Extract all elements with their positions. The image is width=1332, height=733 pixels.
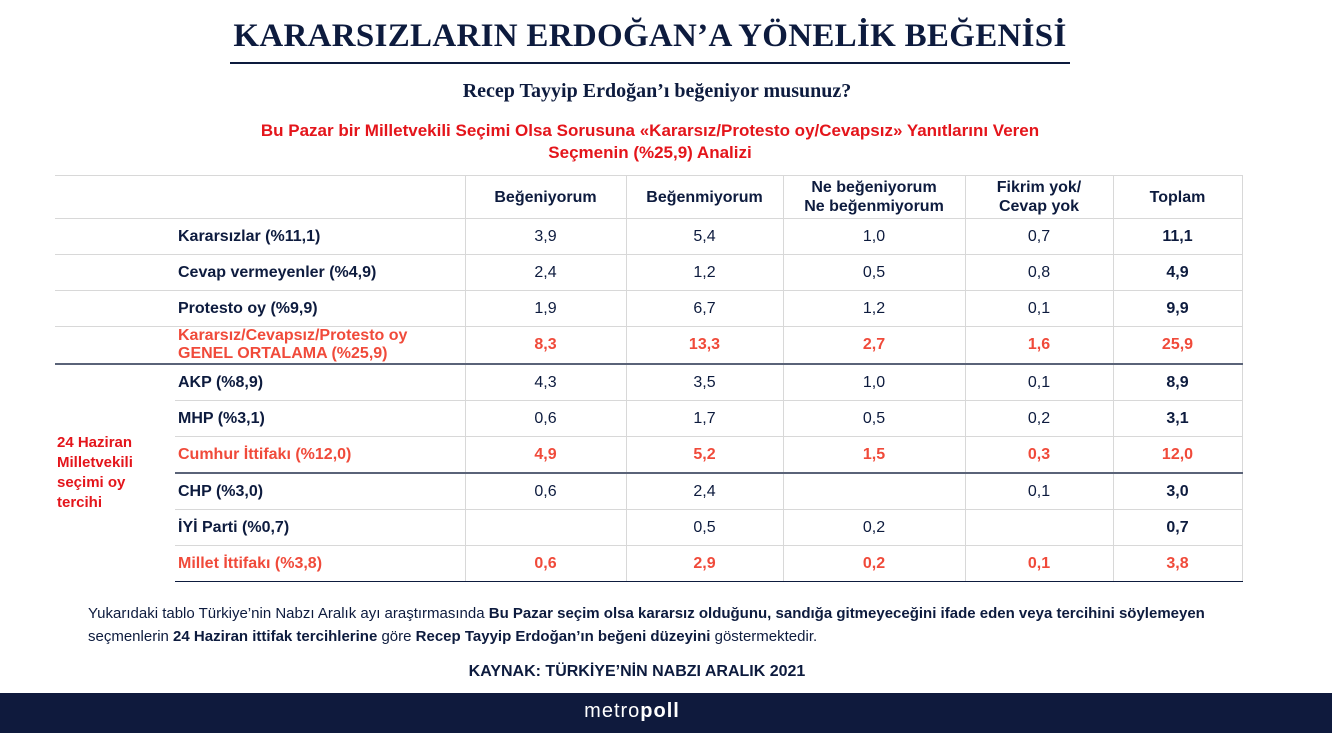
cell-value: 3,9 [465, 219, 626, 255]
cell-value: 1,0 [783, 219, 965, 255]
row-label: Protesto oy (%9,9) [175, 291, 465, 327]
cell-value: 1,2 [783, 291, 965, 327]
table-row [55, 255, 1242, 291]
cell-value: 0,8 [965, 255, 1113, 291]
note-bold: Recep Tayyip Erdoğan’ın beğeni düzeyini [415, 628, 711, 645]
group-label-cell [55, 364, 175, 582]
header-begenmiyorum: Beğenmiyorum [626, 176, 783, 219]
table-row [55, 219, 1242, 255]
cell-total: 12,0 [1113, 437, 1242, 474]
group-label-line: seçimi oy [57, 474, 126, 492]
cell-value: 0,1 [965, 364, 1113, 401]
row-label: Cevap vermeyenler (%4,9) [175, 255, 465, 291]
source-line: KAYNAK: TÜRKİYE’NİN NABZI ARALIK 2021 [468, 663, 806, 680]
explanatory-note [88, 602, 1238, 648]
row-label: MHP (%3,1) [175, 401, 465, 437]
cell-total: 0,7 [1113, 510, 1242, 546]
brand-text-part1: metro [584, 700, 641, 722]
cell-value: 0,6 [465, 473, 626, 510]
row-label: Kararsızlar (%11,1) [175, 219, 465, 255]
title-underline [230, 62, 1070, 64]
cell-value: 0,6 [465, 546, 626, 582]
group-label-line: 24 Haziran [57, 434, 133, 452]
header-fikrim-yok-line2: Cevap yok [998, 198, 1080, 215]
cell-total: 11,1 [1113, 219, 1242, 255]
cell-value: 0,5 [783, 401, 965, 437]
note-bold: Bu Pazar seçim olsa kararsız olduğunu, sandığa gitmeyeceğini ifade eden veya tercihini söylemeyen [488, 605, 1205, 622]
cell-total: 3,8 [1113, 546, 1242, 582]
cell-value: 0,1 [965, 473, 1113, 510]
cell-value: 0,2 [783, 546, 965, 582]
cell-value: 0,3 [965, 437, 1113, 474]
table-row [55, 473, 1242, 510]
row-label: Millet İttifakı (%3,8) [175, 546, 465, 582]
row-label-line1: Kararsız/Cevapsız/Protesto oy [178, 327, 408, 344]
header-fikrim-yok [965, 176, 1113, 219]
note-text: göstermektedir. [710, 628, 818, 645]
brand-text-part2: poll [640, 700, 680, 722]
cell-value [783, 473, 965, 510]
header-ne-begeniyorum [783, 176, 965, 219]
row-label [175, 327, 465, 365]
note-text: Yukarıdaki tablo Türkiye’nin Nabzı Aralık ayı araştırmasında [88, 605, 489, 622]
cell-total: 3,1 [1113, 401, 1242, 437]
cell-value: 1,2 [626, 255, 783, 291]
table-row [55, 401, 1242, 437]
table-row [55, 291, 1242, 327]
cell-value: 0,5 [783, 255, 965, 291]
cell-value: 2,4 [626, 473, 783, 510]
cell-total: 8,9 [1113, 364, 1242, 401]
header-ne-begeniyorum-line1: Ne beğeniyorum [811, 179, 937, 196]
cell-value: 1,0 [783, 364, 965, 401]
cell-value: 0,1 [965, 546, 1113, 582]
cell-value: 4,9 [465, 437, 626, 474]
cell-value: 0,2 [783, 510, 965, 546]
cell-value [465, 510, 626, 546]
page-title: KARARSIZLARIN ERDOĞAN’A YÖNELİK BEĞENİSİ [233, 18, 1067, 54]
table-row-average [55, 327, 1242, 365]
table-row [55, 510, 1242, 546]
cell-value: 2,4 [465, 255, 626, 291]
analysis-line-1: Bu Pazar bir Milletvekili Seçimi Olsa Sorusuna «Kararsız/Protesto oy/Cevapsız» Yanıtlarını Veren [260, 121, 1040, 140]
table-row [55, 364, 1242, 401]
cell-total: 25,9 [1113, 327, 1242, 365]
header-toplam: Toplam [1113, 176, 1242, 219]
header-fikrim-yok-line1: Fikrim yok/ [996, 179, 1082, 196]
cell-value: 0,7 [965, 219, 1113, 255]
group-label [55, 433, 175, 513]
analysis-line-2: Seçmenin (%25,9) Analizi [548, 143, 752, 162]
cell-value: 4,3 [465, 364, 626, 401]
row-label-line2: GENEL ORTALAMA (%25,9) [178, 345, 388, 362]
cell-total: 3,0 [1113, 473, 1242, 510]
note-text: seçmenlerin [88, 628, 174, 645]
cell-value: 1,5 [783, 437, 965, 474]
cell-value: 0,5 [626, 510, 783, 546]
cell-value: 1,6 [965, 327, 1113, 365]
cell-value: 0,2 [965, 401, 1113, 437]
note-text: göre [377, 628, 416, 645]
cell-value: 0,1 [965, 291, 1113, 327]
cell-value: 2,7 [783, 327, 965, 365]
brand-logo [0, 700, 1264, 723]
table-row-alliance [55, 437, 1242, 474]
group-label-line: Milletvekili [57, 454, 133, 472]
table-header-row [55, 176, 1242, 219]
cell-value: 8,3 [465, 327, 626, 365]
cell-value: 5,2 [626, 437, 783, 474]
analysis-heading [180, 120, 1120, 164]
cell-value [965, 510, 1113, 546]
cell-value: 1,7 [626, 401, 783, 437]
cell-value: 13,3 [626, 327, 783, 365]
cell-total: 9,9 [1113, 291, 1242, 327]
row-label: AKP (%8,9) [175, 364, 465, 401]
row-label: CHP (%3,0) [175, 473, 465, 510]
cell-total: 4,9 [1113, 255, 1242, 291]
cell-value: 6,7 [626, 291, 783, 327]
header-begeniyorum: Beğeniyorum [465, 176, 626, 219]
header-ne-begeniyorum-line2: Ne beğenmiyorum [804, 198, 944, 215]
table-row-alliance [55, 546, 1242, 582]
row-label: İYİ Parti (%0,7) [175, 510, 465, 546]
cell-value: 0,6 [465, 401, 626, 437]
cell-value: 2,9 [626, 546, 783, 582]
cell-value: 5,4 [626, 219, 783, 255]
results-table [55, 175, 1243, 582]
note-bold: 24 Haziran ittifak tercihlerine [173, 628, 378, 645]
group-label-line: tercihi [57, 494, 103, 512]
cell-value: 1,9 [465, 291, 626, 327]
cell-value: 3,5 [626, 364, 783, 401]
question-subtitle: Recep Tayyip Erdoğan’ı beğeniyor musunuz? [462, 80, 852, 102]
row-label: Cumhur İttifakı (%12,0) [175, 437, 465, 474]
